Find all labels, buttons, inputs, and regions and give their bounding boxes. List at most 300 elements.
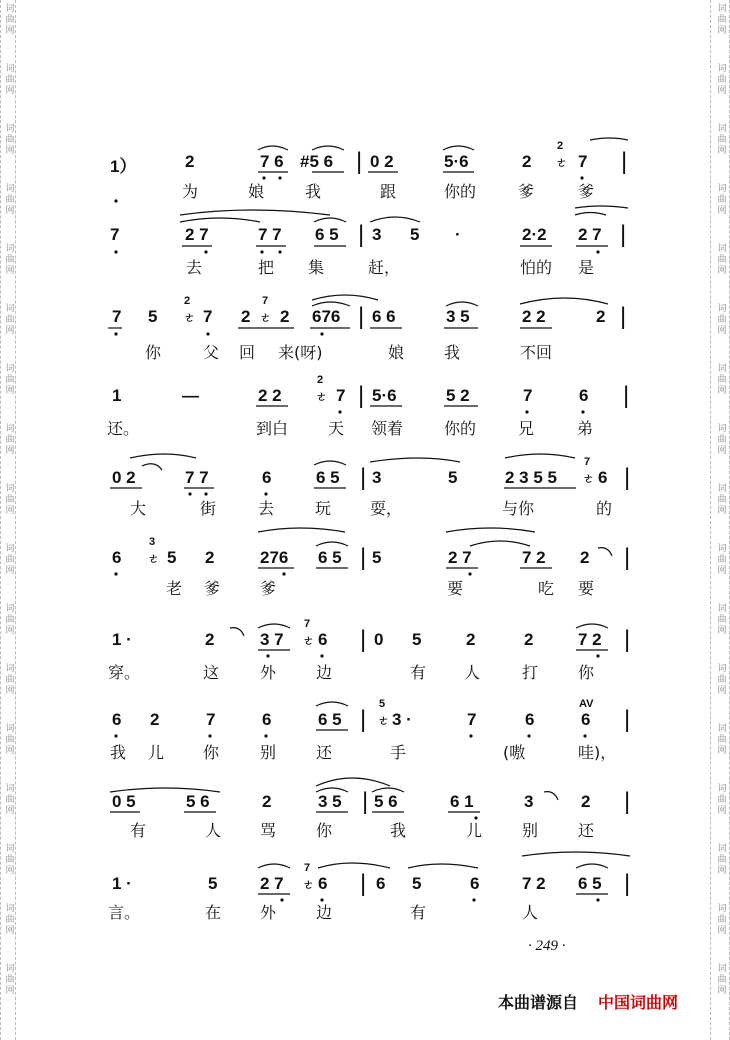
lyric: 把 [258,258,275,277]
slur [505,454,575,458]
watermark-char: 词 [5,544,15,554]
watermark-char: 曲 [5,795,15,805]
lyric: 还。 [107,419,140,438]
lyric: 街 [200,499,217,518]
watermark-char: 词 [717,844,727,854]
note: 6 [525,710,535,729]
note: 7 7 [185,468,209,487]
note: 3 [524,792,534,811]
grace-note: 7 [584,456,591,468]
note: 1 [112,386,122,405]
watermark-char: 网 [717,626,727,636]
grace-note: ㄜ [184,312,195,324]
watermark-char: 曲 [717,555,727,565]
note: 676 [312,307,341,326]
note: #5 6 [300,152,334,171]
watermark-char: 曲 [5,615,15,625]
lyric: 人 [464,663,481,682]
lyric: 边 [316,663,333,682]
grace-note: 7 [304,862,311,874]
slur [314,461,346,465]
watermark-char: 曲 [717,75,727,85]
note: 7 [467,710,477,729]
watermark-char: 网 [717,26,727,36]
lyric: 穿。 [108,663,141,682]
lyric: 手 [390,743,407,762]
lyric: 人 [522,903,539,922]
source-site-link[interactable]: 中国词曲网 [598,993,679,1012]
lyric: 老 [166,579,183,598]
watermark-char: 曲 [717,255,727,265]
lyric: 你 [203,743,220,762]
lyric: 还 [578,821,595,840]
watermark-char: 词 [5,604,15,614]
grace-note: 2 [557,140,564,152]
note: 5 [410,225,420,244]
watermark-char: 网 [5,446,15,456]
note: 6 5 [318,710,342,729]
watermark-char: 词 [5,724,15,734]
slur [470,541,530,546]
barline: | [620,303,627,330]
slur-arrow [544,792,558,800]
note: 2 [596,307,606,326]
lyric: 我 [110,743,127,762]
octave-dots [114,176,599,901]
note: 6 5 [315,225,339,244]
note: 3 5 [446,307,470,326]
watermark-char: 网 [5,146,15,156]
barline: | [623,382,630,409]
note: 6 [581,710,591,729]
barline: | [360,464,367,491]
watermark-char: 词 [717,964,727,974]
watermark-char: 曲 [717,375,727,385]
lyric: 领着 [371,419,404,438]
watermark-char: 曲 [5,15,15,25]
lyric: 外 [260,903,277,922]
slur [130,454,196,458]
watermark-char: 网 [5,626,15,636]
watermark-char: 词 [5,844,15,854]
note: 7 [112,307,122,326]
note: · [455,225,461,244]
watermark-char: 词 [717,4,727,14]
barline: | [362,788,369,815]
lyric: 爹 [578,182,595,201]
watermark-char: 网 [5,26,15,36]
watermark-char: 词 [5,64,15,74]
watermark-char: 曲 [5,735,15,745]
watermark-char: 网 [717,146,727,156]
watermark-char: 曲 [717,855,727,865]
lyric: 爹 [260,579,277,598]
watermark-char: 网 [5,746,15,756]
watermark-char: 曲 [5,915,15,925]
note: 3 5 [318,792,342,811]
lyric: 到白 [256,419,289,438]
watermark-char: 曲 [717,195,727,205]
lyric: 兄 [518,419,535,438]
slur [316,542,348,546]
lyric: 你的 [444,182,477,201]
watermark-char: 网 [717,386,727,396]
note: 5 [412,874,422,893]
note: 5 [372,548,382,567]
slur-arrow [598,548,612,556]
lyric: 儿 [466,821,483,840]
watermark-char: 曲 [717,15,727,25]
slur [408,864,478,868]
barline: | [360,706,367,733]
watermark-char: 词 [717,304,727,314]
slur [314,218,346,222]
barline: | [360,870,367,897]
watermark-char: 网 [717,926,727,936]
slur [258,864,290,868]
watermark-char: 曲 [717,435,727,445]
slur [575,213,606,216]
watermark-char: 词 [5,424,15,434]
lyric: 你 [145,343,162,362]
watermark-char: 曲 [5,495,15,505]
watermark-char: 网 [5,866,15,876]
note: 7 [203,307,213,326]
grace-note: 7 [262,295,269,307]
lyric: 的 [596,499,613,518]
note: 5 6 [186,792,210,811]
note: 5 [448,468,458,487]
watermark-char: 曲 [5,255,15,265]
barline: | [624,544,631,571]
slur [316,702,348,706]
watermark-char: 词 [717,244,727,254]
source-label: 本曲谱源自 [498,993,579,1012]
barline: | [620,221,627,248]
lyric: 来(呀) [278,343,323,362]
watermark-char: 网 [5,266,15,276]
grace-note: ㄜ [260,312,271,324]
watermark-char: 网 [717,566,727,576]
grace-note: ㄜ [316,391,327,403]
source-credit [498,990,678,1013]
barline: | [360,626,367,653]
watermark-char: 网 [717,506,727,516]
slur [258,146,288,150]
lyric: 有 [410,903,427,922]
barline: | [624,464,631,491]
watermark-char: 词 [717,124,727,134]
slur [372,788,404,792]
watermark-char: 曲 [5,855,15,865]
note: 0 2 [112,468,136,487]
grace-note: ㄜ [148,553,159,565]
note: 7 [206,710,216,729]
note: 2 [280,307,290,326]
barline: | [624,626,631,653]
lyric: 回 [239,343,256,362]
lyric: 你的 [444,419,477,438]
page-number: · 249 · [528,938,566,954]
lyric: 别 [260,743,277,762]
lyric: 玩 [315,499,332,518]
watermark-char: 曲 [717,975,727,985]
slur-arrow [142,464,162,470]
lyric: 父 [203,343,220,362]
note: 2 2 [258,386,282,405]
grace-note: ㄜ [378,715,389,727]
note: 2 [262,792,272,811]
note: 1 · [112,874,132,893]
watermark-char: 词 [5,184,15,194]
watermark-char: 网 [5,86,15,96]
slur [520,298,608,304]
lyric: 天 [328,419,345,438]
lyric: 集 [308,258,325,277]
watermark-char: 曲 [5,75,15,85]
note: 6 [262,468,272,487]
note: 2 [580,548,590,567]
note: 1 · [112,630,132,649]
lyric: 这 [203,663,220,682]
note: 6 5 [578,874,602,893]
grace-note: 5 [379,698,386,710]
grace-note: ㄜ [583,473,594,485]
note: 6 [470,874,480,893]
watermark-char: 词 [717,724,727,734]
barline: | [358,382,365,409]
lyric: 要 [578,579,595,598]
note: 2 [581,792,591,811]
slur-arrow [230,628,244,636]
note: 6 [376,874,386,893]
watermark-char: 词 [5,484,15,494]
slur [316,788,348,792]
lyric: 哇)， [578,743,617,762]
watermark-char: 曲 [5,435,15,445]
note: 7 [523,386,533,405]
barline: | [358,303,365,330]
note: 2 7 [448,548,472,567]
slur [522,852,630,856]
grace-note: ㄜ [303,879,314,891]
grace-note: 7 [304,618,311,630]
watermark-char: 曲 [717,615,727,625]
lyric: 要 [447,579,464,598]
slur [312,295,378,300]
slur [446,302,478,306]
lyric: 儿 [148,743,165,762]
watermark-char: 网 [717,866,727,876]
watermark-char: 网 [717,326,727,336]
note: 2 [522,152,532,171]
note: 2 [185,152,195,171]
note: 5 2 [446,386,470,405]
watermark-char: 网 [5,986,15,996]
slur [110,788,220,792]
watermark-char: 网 [717,986,727,996]
note: 2 7 [578,225,602,244]
slur [576,624,608,628]
barline: | [356,148,363,175]
watermark-char: 网 [5,386,15,396]
slur [443,146,474,150]
note: 2 [524,630,534,649]
watermark-char: 曲 [5,675,15,685]
slur [575,206,628,208]
watermark-char: 词 [717,184,727,194]
watermark-char: 曲 [717,795,727,805]
watermark-char: 词 [5,904,15,914]
slur [180,218,260,222]
note: 2 [205,548,215,567]
note: 7 [578,152,588,171]
watermark-char: 网 [717,206,727,216]
note: 6 [112,710,122,729]
slur [312,302,350,306]
slur [370,217,420,222]
lyric: 有 [130,821,147,840]
watermark-char: 词 [5,304,15,314]
watermark-char: 网 [5,686,15,696]
lyric: 大 [130,499,147,518]
note: 2 7 [260,874,284,893]
watermark-char: 网 [5,926,15,936]
watermark-char: 曲 [717,675,727,685]
note: 6 5 [318,548,342,567]
lyric: 言。 [108,903,141,922]
watermark-char: 词 [5,784,15,794]
watermark-char: 网 [5,206,15,216]
note: 7 6 [260,152,284,171]
grace-note: AV [579,698,594,710]
watermark-char: 曲 [717,735,727,745]
watermark-char: 网 [5,806,15,816]
note: 6 [598,468,608,487]
note: 6 [318,630,328,649]
lyric: 人 [205,821,222,840]
lyric: 还 [316,743,333,762]
grace-note: 2 [184,295,191,307]
slur [312,146,344,150]
watermark-char: 词 [5,4,15,14]
note: — [182,386,199,405]
note: 276 [260,548,289,567]
note: 2 [466,630,476,649]
slur [258,528,345,532]
slur [180,210,330,215]
note: 2 [241,307,251,326]
lyric: (嗷 [503,743,526,762]
lyric: 别 [522,821,539,840]
watermark-char: 词 [717,64,727,74]
grace-note: ㄜ [556,157,567,169]
lyric: 去 [186,258,203,277]
note: 6 [262,710,272,729]
note: 2 7 [185,225,209,244]
lyric: 有 [410,663,427,682]
note: 2 2 [522,307,546,326]
lyric: 怕的 [520,258,553,277]
lyric: 骂 [260,821,277,840]
note: 1） [110,157,137,176]
watermark-char: 曲 [5,555,15,565]
grace-note: ㄜ [303,635,314,647]
note: 6 1 [450,792,474,811]
watermark-char: 词 [5,964,15,974]
lyric: 娘 [248,182,265,201]
watermark-char: 曲 [717,135,727,145]
watermark-char: 网 [717,746,727,756]
lyric: 爹 [518,182,535,201]
lyric: 外 [260,663,277,682]
lyric: 娘 [388,343,405,362]
watermark-char: 词 [717,784,727,794]
note: 0 2 [370,152,394,171]
lyric: 弟 [577,419,594,438]
note: 7 2 [578,630,602,649]
lyric: 去 [258,499,275,518]
note: 6 5 [316,468,340,487]
lyric: 不回 [520,343,553,362]
lyric: 我 [305,182,322,201]
lyric: 与你 [502,499,535,518]
watermark-char: 曲 [5,195,15,205]
watermark-char: 网 [717,686,727,696]
slur [370,458,460,462]
note: 5 [148,307,158,326]
note: 3 [372,225,382,244]
lyric: 你 [316,821,333,840]
watermark-char: 曲 [717,915,727,925]
watermark-char: 词 [717,664,727,674]
note: 6 [112,548,122,567]
lyric: 打 [522,663,539,682]
note: 6 6 [372,307,396,326]
watermark-char: 词 [5,664,15,674]
note: 6 [318,874,328,893]
watermark-char: 词 [717,904,727,914]
barline: | [624,706,631,733]
slur [446,528,535,532]
note: 6 [579,386,589,405]
barline: | [624,788,631,815]
barline: | [624,870,631,897]
note: 0 [374,630,384,649]
watermark-char: 曲 [717,495,727,505]
note: 5 [167,548,177,567]
watermark-char: 词 [5,244,15,254]
watermark-char: 词 [717,544,727,554]
watermark-char: 网 [5,506,15,516]
note: 7 2 [522,548,546,567]
note: 5 [412,630,422,649]
watermark-char: 曲 [5,975,15,985]
slur [576,864,608,868]
note: 7 7 [258,225,282,244]
note: 5·6 [444,152,469,171]
watermark-char: 词 [717,484,727,494]
lyric: 吃 [538,579,555,598]
watermark-char: 网 [5,566,15,576]
note: 0 5 [112,792,136,811]
note: 5·6 [372,386,397,405]
watermark-char: 曲 [5,375,15,385]
lyric: 在 [205,903,222,922]
slur [318,863,390,868]
note: 5 6 [374,792,398,811]
grace-note: 2 [317,374,324,386]
